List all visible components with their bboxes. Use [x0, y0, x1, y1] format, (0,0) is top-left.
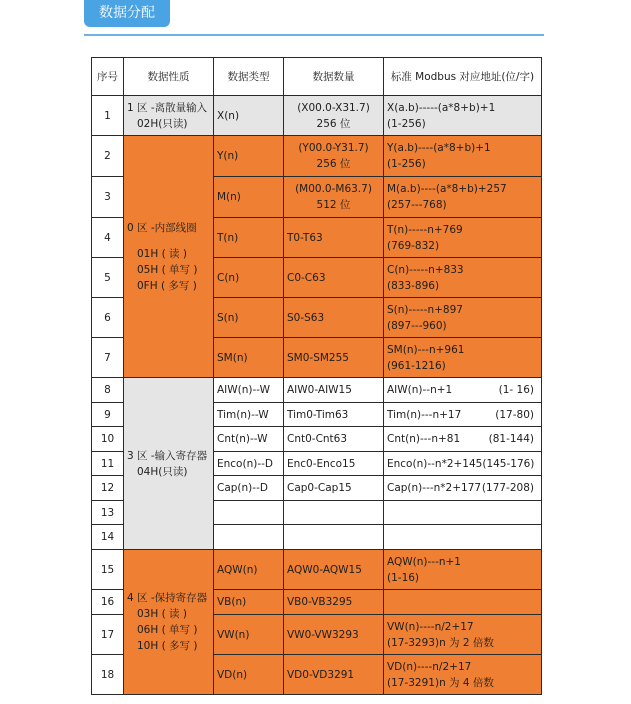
table-row: [92, 96, 542, 136]
row-number: 2: [92, 136, 124, 177]
section-header: [84, 0, 544, 37]
type-cell: [214, 501, 284, 525]
qty-cell: Cap0-Cap15: [284, 476, 384, 501]
type-cell: AQW(n): [214, 550, 284, 590]
row-number: 13: [92, 501, 124, 525]
addr-cell: T(n)-----n+769 (769-832): [384, 218, 542, 258]
addr-cell: C(n)-----n+833 (833-896): [384, 258, 542, 298]
header-cell: 数据数量: [284, 58, 384, 96]
qty-cell: S0-S63: [284, 298, 384, 338]
addr-cell: Cnt(n)---n+81 (81-144): [384, 427, 542, 452]
group-cell: 4 区 -保持寄存器 03H ( 读 ) 06H ( 单写 ) 10H ( 多写 ): [124, 550, 214, 695]
row-number: 3: [92, 177, 124, 218]
qty-cell: AQW0-AQW15: [284, 550, 384, 590]
addr-cell: VD(n)----n/2+17 (17-3291)n 为 4 倍数: [384, 655, 542, 695]
row-number: 9: [92, 403, 124, 427]
row-number: 5: [92, 258, 124, 298]
qty-cell: Tim0-Tim63: [284, 403, 384, 427]
type-cell: SM(n): [214, 338, 284, 378]
qty-cell: VW0-VW3293: [284, 615, 384, 655]
type-cell: S(n): [214, 298, 284, 338]
row-number: 4: [92, 218, 124, 258]
group-cell: 0 区 -内部线圈 01H ( 读 ) 05H ( 单写 ) 0FH ( 多写 ): [124, 136, 214, 378]
type-cell: Cnt(n)--W: [214, 427, 284, 452]
qty-cell: AIW0-AIW15: [284, 378, 384, 403]
row-number: 1: [92, 96, 124, 136]
type-cell: Tim(n)--W: [214, 403, 284, 427]
header-cell: 数据性质: [124, 58, 214, 96]
type-cell: VW(n): [214, 615, 284, 655]
addr-cell: AQW(n)---n+1 (1-16): [384, 550, 542, 590]
addr-cell: [384, 525, 542, 550]
qty-cell: [284, 501, 384, 525]
section-title: 数据分配: [84, 0, 170, 27]
type-cell: M(n): [214, 177, 284, 218]
row-number: 7: [92, 338, 124, 378]
type-cell: VB(n): [214, 590, 284, 615]
type-cell: Enco(n)--D: [214, 452, 284, 476]
row-number: 15: [92, 550, 124, 590]
type-cell: T(n): [214, 218, 284, 258]
addr-cell: S(n)-----n+897 (897---960): [384, 298, 542, 338]
qty-cell: VD0-VD3291: [284, 655, 384, 695]
row-number: 6: [92, 298, 124, 338]
type-cell: AIW(n)--W: [214, 378, 284, 403]
addr-cell: M(a.b)----(a*8+b)+257 (257---768): [384, 177, 542, 218]
qty-cell: SM0-SM255: [284, 338, 384, 378]
row-number: 8: [92, 378, 124, 403]
row-number: 12: [92, 476, 124, 501]
table-row: [92, 136, 542, 177]
qty-cell: (Y00.0-Y31.7) 256 位: [284, 136, 384, 177]
addr-cell: [384, 590, 542, 615]
group-cell: 3 区 -输入寄存器 04H(只读): [124, 378, 214, 550]
type-cell: [214, 525, 284, 550]
qty-cell: T0-T63: [284, 218, 384, 258]
row-number: 10: [92, 427, 124, 452]
table-row: [92, 550, 542, 590]
addr-cell: Tim(n)---n+17 (17-80): [384, 403, 542, 427]
addr-cell: Y(a.b)----(a*8+b)+1 (1-256): [384, 136, 542, 177]
addr-cell: [384, 501, 542, 525]
row-number: 18: [92, 655, 124, 695]
type-cell: VD(n): [214, 655, 284, 695]
header-cell: 标准 Modbus 对应地址(位/字): [384, 58, 542, 96]
table-row: [92, 378, 542, 403]
qty-cell: (X00.0-X31.7) 256 位: [284, 96, 384, 136]
data-allocation-table: [91, 57, 542, 695]
addr-cell: SM(n)---n+961 (961-1216): [384, 338, 542, 378]
addr-cell: X(a.b)-----(a*8+b)+1 (1-256): [384, 96, 542, 136]
qty-cell: [284, 525, 384, 550]
section-divider: [84, 34, 544, 36]
qty-cell: (M00.0-M63.7) 512 位: [284, 177, 384, 218]
addr-cell: AIW(n)--n+1 (1- 16): [384, 378, 542, 403]
group-cell: 1 区 -离散量输入 02H(只读): [124, 96, 214, 136]
type-cell: C(n): [214, 258, 284, 298]
row-number: 16: [92, 590, 124, 615]
qty-cell: Cnt0-Cnt63: [284, 427, 384, 452]
row-number: 17: [92, 615, 124, 655]
qty-cell: Enc0-Enco15: [284, 452, 384, 476]
type-cell: Cap(n)--D: [214, 476, 284, 501]
table-header-row: [92, 58, 542, 96]
row-number: 11: [92, 452, 124, 476]
header-cell: 序号: [92, 58, 124, 96]
qty-cell: C0-C63: [284, 258, 384, 298]
header-cell: 数据类型: [214, 58, 284, 96]
addr-cell: Cap(n)---n*2+177 (177-208): [384, 476, 542, 501]
qty-cell: VB0-VB3295: [284, 590, 384, 615]
row-number: 14: [92, 525, 124, 550]
type-cell: X(n): [214, 96, 284, 136]
addr-cell: VW(n)----n/2+17 (17-3293)n 为 2 倍数: [384, 615, 542, 655]
addr-cell: Enco(n)--n*2+145 (145-176): [384, 452, 542, 476]
type-cell: Y(n): [214, 136, 284, 177]
